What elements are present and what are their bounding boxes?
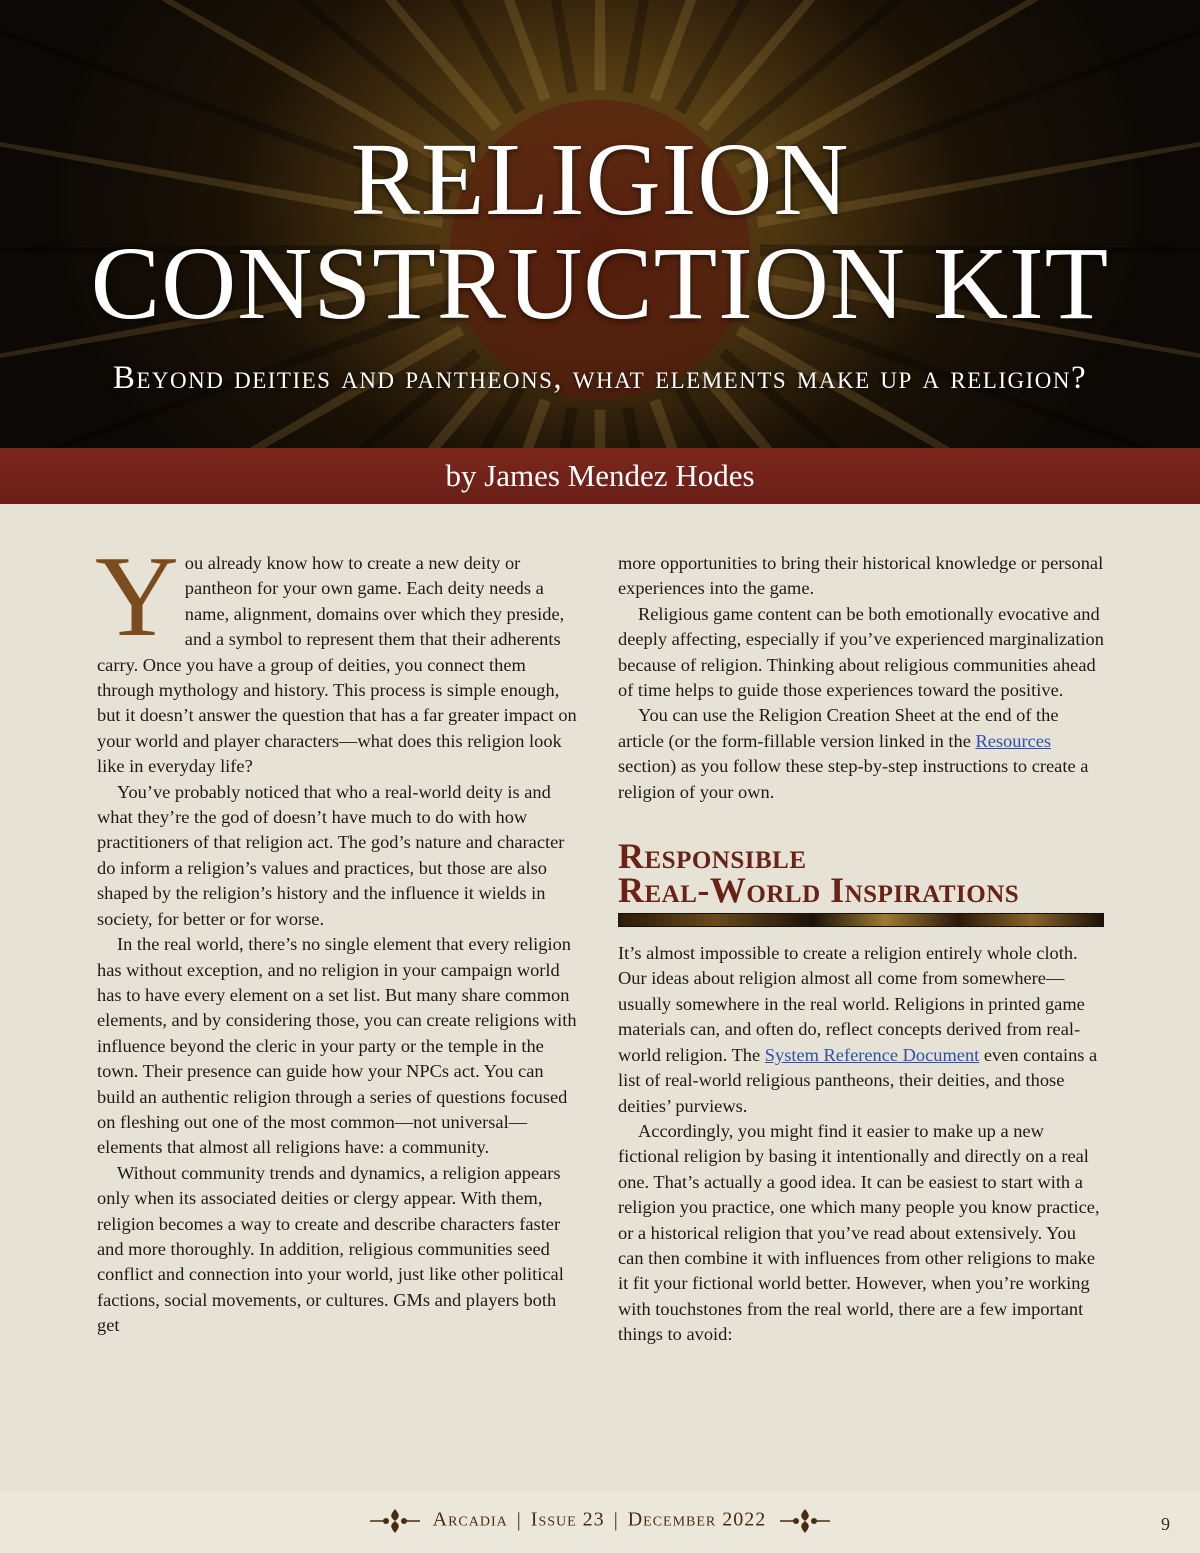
title-line-2: CONSTRUCTION KIT xyxy=(90,226,1110,341)
paragraph: It’s almost impossible to create a religion entirely whole cloth. Our ideas about religion almost all come from somewhere—usually somewhere in the real world. Religions in printed game materials can, and often do, reflect concepts derived from real-world religion. The System Reference Document even contains a list of real-world religious pantheons, their deities, and those deities’ purviews. xyxy=(618,943,1098,1116)
magazine-name: Arcadia xyxy=(432,1508,508,1531)
left-column xyxy=(95,533,582,1339)
issue-date: December 2022 xyxy=(627,1508,767,1531)
paragraph: You already know how to create a new deity or pantheon for your own game. Each deity needs a name, alignment, domains over which they preside, and a symbol to represent them that their adherents carry. Once you have a group of deities, you connect them through mythology and history. This process is simple enough, but it doesn’t answer the question that has a far greater impact on your world and player characters—what does this religion look like in everyday life? xyxy=(95,533,577,777)
section-heading xyxy=(618,836,1104,911)
heading-line-2: Real-World Inspirations xyxy=(618,870,1020,911)
paragraph: You’ve probably noticed that who a real-world deity is and what they’re the god of doesn’t have much to do with how practitioners of that religion act. The god’s nature and character do inform a religion’s values and practices, but those are also shaped by the religion’s history and the influence it wields in society, for better or for worse. xyxy=(97,781,565,929)
srd-link[interactable]: System Reference Document xyxy=(764,1044,980,1065)
resources-link[interactable]: Resources xyxy=(975,730,1052,751)
paragraph: Accordingly, you might find it easier to make up a new fictional religion by basing it intentionally and directly on a real one. That’s actually a good idea. It can be easiest to start with a religion you practice, one which many people you know practice, or a historical religion that you’ve read about extensively. You can then combine it with influences from other religions to make it fit your fictional world better. However, when you’re working with touchstones from the real world, there are a few important things to avoid: xyxy=(618,1120,1100,1345)
paragraph: In the real world, there’s no single element that every religion has without exception, and no religion in your campaign world has to have every element on a set list. But many share common elements, and by considering those, you can create religions with influence beyond the cleric in your party or the temple in the town. Their presence can guide how your NPCs act. You can build an authentic religion through a series of questions focused on fleshing out one of the most common—not universal—elements that almost all religions have: a community. xyxy=(97,934,577,1158)
paragraph: Without community trends and dynamics, a religion appears only when its associated deities or clergy appear. With them, religion becomes a way to create and describe characters faster and more thoroughly. In addition, religious communities seed conflict and connection into your world, just like other political factions, social movements, or cultures. GMs and players both get xyxy=(97,1162,564,1336)
page-footer xyxy=(0,1492,1200,1553)
fleuron-icon xyxy=(778,1506,832,1536)
paragraph: more opportunities to bring their historical knowledge or personal experiences into the game. xyxy=(618,553,1104,599)
page-title xyxy=(0,122,1200,341)
paragraph: You can use the Religion Creation Sheet at the end of the article (or the form-fillable version linked in the Resources section) as you follow these step-by-step instructions to create a religion of your own. xyxy=(618,705,1089,802)
byline: by James Mendez Hodes xyxy=(445,458,755,493)
paragraph: Religious game content can be both emotionally evocative and deeply affecting, especially if you’ve experienced marginalization because of religion. Thinking about religious communities ahead of time helps to guide those experiences toward the positive. xyxy=(618,603,1104,701)
right-column xyxy=(618,551,1104,1348)
drop-cap: Y xyxy=(95,533,179,661)
footer-credits: Arcadia | Issue 23 | December 2022 xyxy=(0,1506,1200,1536)
heading-line-1: Responsible xyxy=(618,836,807,877)
title-line-1: RELIGION xyxy=(350,122,850,237)
issue-number: Issue 23 xyxy=(530,1508,605,1531)
fleuron-icon xyxy=(368,1506,422,1536)
subtitle: Beyond deities and pantheons, what elements make up a religion? xyxy=(112,360,1088,396)
page-number: 9 xyxy=(1161,1514,1170,1534)
heading-divider xyxy=(618,913,1104,927)
byline-bar xyxy=(0,448,1200,504)
hero-banner xyxy=(0,0,1200,448)
